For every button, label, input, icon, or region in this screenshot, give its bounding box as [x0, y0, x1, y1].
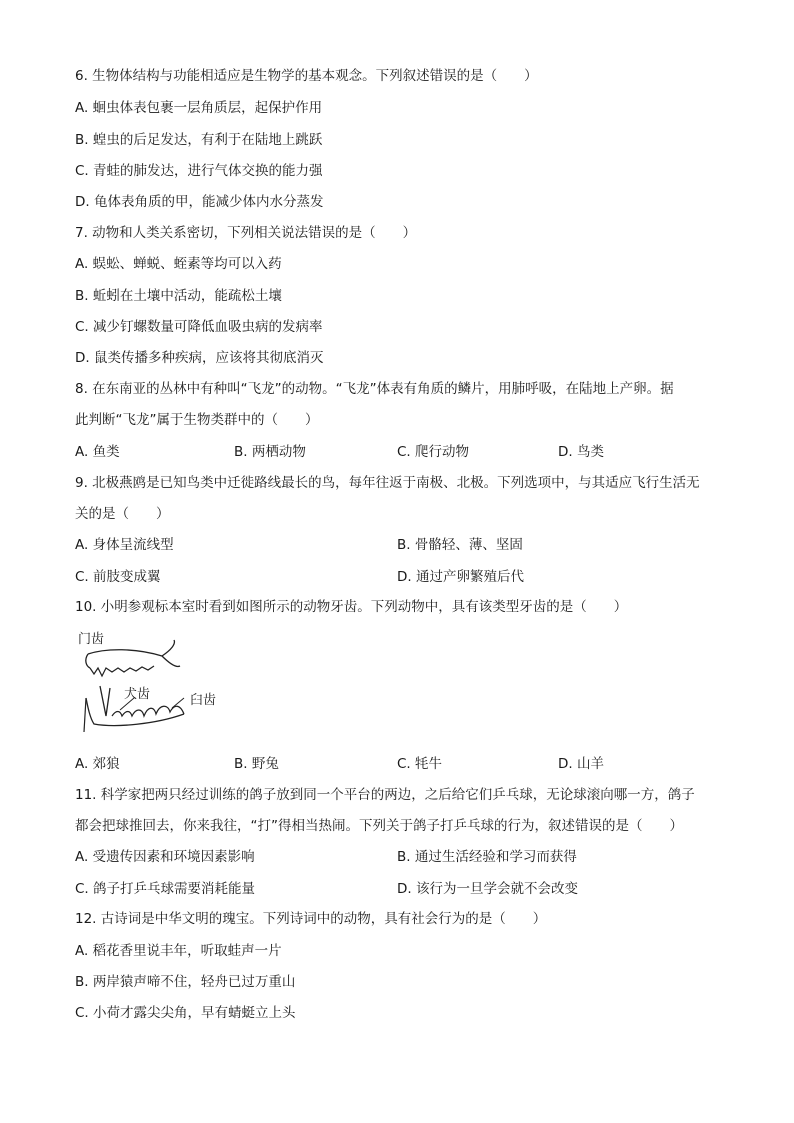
- tooth-skull-figure: [76, 628, 236, 744]
- q12-option-c: C. 小荷才露尖尖角，早有蜻蜓立上头: [75, 1005, 296, 1021]
- q7-option-b: B. 蚯蚓在土壤中活动，能疏松土壤: [75, 288, 282, 304]
- q11-stem-line2: 都会把球推回去，你来我往，“打”得相当热闹。下列关于鸽子打乒乓球的行为，叙述错误的是（ ）: [75, 818, 683, 834]
- q9-option-a: A. 身体呈流线型: [75, 537, 174, 553]
- q8-option-d: D. 鸟类: [558, 444, 604, 460]
- q12-option-a: A. 稻花香里说丰年，听取蛙声一片: [75, 943, 282, 959]
- q8-stem-line2: 此判断“飞龙”属于生物类群中的（ ）: [75, 412, 319, 428]
- q10-stem: 10. 小明参观标本室时看到如图所示的动物牙齿。下列动物中，具有该类型牙齿的是（ ）: [75, 599, 628, 615]
- q10-option-b: B. 野兔: [234, 756, 279, 772]
- q8-option-a: A. 鱼类: [75, 444, 120, 460]
- q8-option-c: C. 爬行动物: [397, 444, 470, 460]
- q11-stem-line1: 11. 科学家把两只经过训练的鸽子放到同一个平台的两边，之后给它们乒乓球，无论球滚向哪一方，鸽子: [75, 787, 695, 803]
- q6-option-c: C. 青蛙的肺发达，进行气体交换的能力强: [75, 163, 323, 179]
- q9-option-c: C. 前肢变成翼: [75, 569, 161, 585]
- q10-option-a: A. 郊狼: [75, 756, 120, 772]
- q8-option-b: B. 两栖动物: [234, 444, 306, 460]
- q11-option-d: D. 该行为一旦学会就不会改变: [397, 881, 578, 897]
- q6-option-d: D. 龟体表角质的甲，能减少体内水分蒸发: [75, 194, 324, 210]
- q12-option-b: B. 两岸猿声啼不住，轻舟已过万重山: [75, 974, 296, 990]
- q6-option-b: B. 蝗虫的后足发达，有利于在陆地上跳跃: [75, 132, 323, 148]
- q6-option-a: A. 蛔虫体表包裹一层角质层，起保护作用: [75, 100, 323, 116]
- q10-option-d: D. 山羊: [558, 756, 604, 772]
- q9-stem-line1: 9. 北极燕鸥是已知鸟类中迁徙路线最长的鸟，每年往返于南极、北极。下列选项中，与其适应飞行生活无: [75, 475, 700, 491]
- q6-stem: 6. 生物体结构与功能相适应是生物学的基本观念。下列叙述错误的是（ ）: [75, 68, 538, 84]
- molar-label: 臼齿: [190, 693, 217, 708]
- q9-option-d: D. 通过产卵繁殖后代: [397, 569, 524, 585]
- q7-stem: 7. 动物和人类关系密切，下列相关说法错误的是（ ）: [75, 225, 417, 241]
- q8-stem-line1: 8. 在东南亚的丛林中有种叫“飞龙”的动物。“飞龙”体表有角质的鳞片，用肺呼吸，在陆地上产卵。据: [75, 381, 674, 397]
- q7-option-c: C. 减少钉螺数量可降低血吸虫病的发病率: [75, 319, 323, 335]
- q12-stem: 12. 古诗词是中华文明的瑰宝。下列诗词中的动物，具有社会行为的是（ ）: [75, 911, 547, 927]
- canine-label: 犬齿: [124, 687, 151, 702]
- incisor-label: 门齿: [78, 632, 105, 647]
- q10-option-c: C. 牦牛: [397, 756, 443, 772]
- q9-stem-line2: 关的是（ ）: [75, 506, 170, 522]
- q9-option-b: B. 骨骼轻、薄、坚固: [397, 537, 523, 553]
- q7-option-d: D. 鼠类传播多种疾病，应该将其彻底消灭: [75, 350, 324, 366]
- q11-option-a: A. 受遗传因素和环境因素影响: [75, 849, 255, 865]
- q7-option-a: A. 蜈蚣、蝉蜕、蛭素等均可以入药: [75, 256, 282, 272]
- q11-option-c: C. 鸽子打乒乓球需要消耗能量: [75, 881, 256, 897]
- q11-option-b: B. 通过生活经验和学习而获得: [397, 849, 577, 865]
